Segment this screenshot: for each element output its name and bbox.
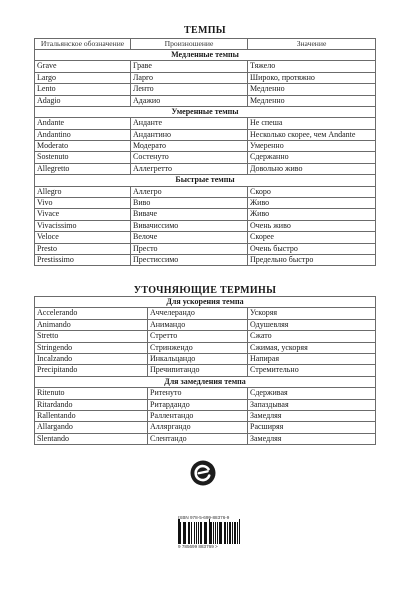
- barcode-bar: [185, 522, 186, 544]
- table-cell: Живо: [248, 198, 376, 209]
- barcode-bar: [230, 522, 231, 544]
- section-title: Умеренные темпы: [35, 106, 376, 117]
- table-cell: Ларго: [131, 72, 248, 83]
- table-cell: Пречипитандо: [148, 365, 248, 376]
- table-cell: Largo: [35, 72, 131, 83]
- table-cell: Скоро: [248, 186, 376, 197]
- section-title: Быстрые темпы: [35, 175, 376, 186]
- table-cell: Precipitando: [35, 365, 148, 376]
- barcode-bar: [225, 522, 226, 544]
- table-cell: Престо: [131, 243, 248, 254]
- table-cell: Allegro: [35, 186, 131, 197]
- table-cell: Очень быстро: [248, 243, 376, 254]
- table-cell: Велоче: [131, 232, 248, 243]
- table-cell: Стретто: [148, 331, 248, 342]
- table-cell: Ritardando: [35, 399, 148, 410]
- table-row: [35, 433, 376, 444]
- table-row: [35, 365, 376, 376]
- terms-title: УТОЧНЯЮЩИЕ ТЕРМИНЫ: [133, 285, 277, 296]
- table-cell: Сжато: [248, 331, 376, 342]
- table-cell: Анимандо: [148, 319, 248, 330]
- barcode-number: 9 785699 883769 >: [178, 543, 218, 549]
- table-cell: Rallentando: [35, 410, 148, 421]
- table-cell: Sostenuto: [35, 152, 131, 163]
- table-cell: Moderato: [35, 141, 131, 152]
- table-cell: Ленто: [131, 84, 248, 95]
- table-cell: Vivacissimo: [35, 220, 131, 231]
- table-cell: Предельно быстро: [248, 255, 376, 266]
- section-row: [35, 175, 376, 186]
- table-cell: Довольно живо: [248, 163, 376, 174]
- table-cell: Prestissimo: [35, 255, 131, 266]
- table-cell: Grave: [35, 61, 131, 72]
- table-cell: Раллентандо: [148, 410, 248, 421]
- table-cell: Stringendo: [35, 342, 148, 353]
- table-cell: Состенуто: [131, 152, 248, 163]
- table-cell: Ритенуто: [148, 388, 248, 399]
- table-row: [35, 255, 376, 266]
- table-cell: Сдержанно: [248, 152, 376, 163]
- barcode-block: [178, 516, 240, 549]
- table-cell: Замедляя: [248, 410, 376, 421]
- header-row: [35, 39, 376, 50]
- barcode-bar: [206, 522, 207, 544]
- table-cell: Граве: [131, 61, 248, 72]
- table-row: [35, 186, 376, 197]
- table-row: [35, 232, 376, 243]
- table-cell: Виво: [131, 198, 248, 209]
- table-cell: Адажио: [131, 95, 248, 106]
- barcode-bar: [191, 522, 192, 544]
- table-row: [35, 410, 376, 421]
- table-row: [35, 388, 376, 399]
- table-cell: Вивачиссимо: [131, 220, 248, 231]
- table-cell: Аллегро: [131, 186, 248, 197]
- section-row: [35, 376, 376, 387]
- table-cell: Медленно: [248, 84, 376, 95]
- table-cell: Incalzando: [35, 353, 148, 364]
- table-cell: Андантино: [131, 129, 248, 140]
- table-cell: Широко, протяжно: [248, 72, 376, 83]
- table-cell: Тяжело: [248, 61, 376, 72]
- table-cell: Slentando: [35, 433, 148, 444]
- table-cell: Расширяя: [248, 422, 376, 433]
- barcode-bar: [215, 522, 216, 544]
- publisher-logo-icon: [190, 460, 216, 486]
- barcode-icon: [178, 522, 240, 544]
- table-cell: Умеренно: [248, 141, 376, 152]
- table-cell: Stretto: [35, 331, 148, 342]
- table-row: [35, 163, 376, 174]
- barcode-bar: [201, 522, 202, 544]
- table-row: [35, 141, 376, 152]
- table-cell: Андантe: [131, 118, 248, 129]
- table-cell: Presto: [35, 243, 131, 254]
- table-row: [35, 422, 376, 433]
- table-row: [35, 399, 376, 410]
- table-row: [35, 308, 376, 319]
- table-cell: Виваче: [131, 209, 248, 220]
- table-cell: Veloce: [35, 232, 131, 243]
- table-cell: Allegretto: [35, 163, 131, 174]
- table-cell: Сдерживая: [248, 388, 376, 399]
- table-row: [35, 342, 376, 353]
- table-row: [35, 129, 376, 140]
- table-cell: Andantino: [35, 129, 131, 140]
- section-title: Для ускорения темпа: [35, 297, 376, 308]
- table-row: [35, 209, 376, 220]
- table-cell: Accelerando: [35, 308, 148, 319]
- barcode-bar: [221, 522, 222, 544]
- table-cell: Живо: [248, 209, 376, 220]
- table-cell: Слентандо: [148, 433, 248, 444]
- barcode-bar: [189, 522, 190, 544]
- table-cell: Не спеша: [248, 118, 376, 129]
- table-cell: Ritenuto: [35, 388, 148, 399]
- table-row: [35, 331, 376, 342]
- table-row: [35, 61, 376, 72]
- table-cell: Престиссимо: [131, 255, 248, 266]
- table-row: [35, 84, 376, 95]
- table-cell: Andante: [35, 118, 131, 129]
- table-row: [35, 319, 376, 330]
- table-cell: Аччелерандо: [148, 308, 248, 319]
- table-cell: Allargando: [35, 422, 148, 433]
- section-row: [35, 297, 376, 308]
- table-row: [35, 72, 376, 83]
- table-cell: Аллегретто: [131, 163, 248, 174]
- column-header: Значение: [248, 39, 376, 50]
- table-cell: Медленно: [248, 95, 376, 106]
- section-row: [35, 49, 376, 60]
- table-cell: Алляргандо: [148, 422, 248, 433]
- barcode-bar: [235, 522, 236, 544]
- table-row: [35, 353, 376, 364]
- table-cell: Несколько скорее, чем Andante: [248, 129, 376, 140]
- terms-table: [34, 296, 376, 445]
- column-header: Итальянское обозначение: [35, 39, 131, 50]
- section-row: [35, 106, 376, 117]
- table-cell: Vivo: [35, 198, 131, 209]
- section-title: Для замедления темпа: [35, 376, 376, 387]
- table-cell: Замедляя: [248, 433, 376, 444]
- isbn-text: ISBN 978-5-699-88376-9: [178, 515, 230, 520]
- table-cell: Сжимая, ускоряя: [248, 342, 376, 353]
- table-cell: Lento: [35, 84, 131, 95]
- table-row: [35, 220, 376, 231]
- table-cell: Vivace: [35, 209, 131, 220]
- tempos-title: ТЕМПЫ: [184, 25, 226, 36]
- barcode-bar: [180, 522, 181, 544]
- table-row: [35, 95, 376, 106]
- table-cell: Напирая: [248, 353, 376, 364]
- table-row: [35, 118, 376, 129]
- table-cell: Модерато: [131, 141, 248, 152]
- table-cell: Adagio: [35, 95, 131, 106]
- table-cell: Запаздывая: [248, 399, 376, 410]
- table-cell: Стремительно: [248, 365, 376, 376]
- table-cell: Ускоряя: [248, 308, 376, 319]
- table-cell: Инкальцандо: [148, 353, 248, 364]
- table-cell: Скорее: [248, 232, 376, 243]
- table-cell: Стринжендо: [148, 342, 248, 353]
- table-row: [35, 198, 376, 209]
- table-cell: Одушевляя: [248, 319, 376, 330]
- table-cell: Ритардандо: [148, 399, 248, 410]
- column-header: Произношение: [131, 39, 248, 50]
- table-row: [35, 243, 376, 254]
- table-row: [35, 152, 376, 163]
- section-title: Медленные темпы: [35, 49, 376, 60]
- tempos-table: [34, 38, 376, 266]
- table-cell: Очень живо: [248, 220, 376, 231]
- table-cell: Animando: [35, 319, 148, 330]
